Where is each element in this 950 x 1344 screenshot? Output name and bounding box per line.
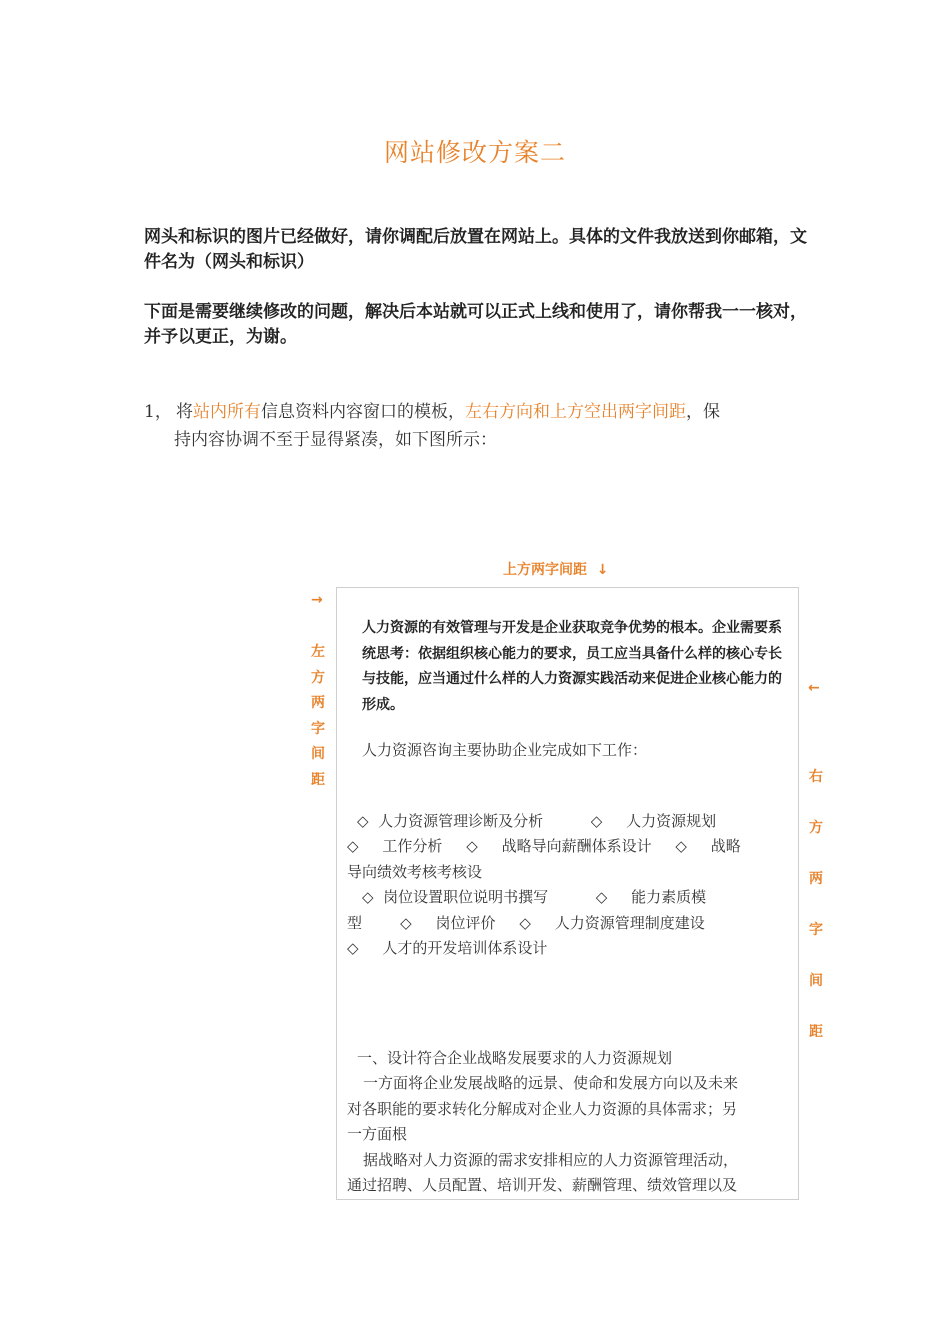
service-list-line-1: ◇ 人力资源管理诊断及分析 ◇ 人力资源规划: [357, 811, 717, 830]
section-one-line-1: 一方面将企业发展战略的远景、使命和发展方向以及未来: [363, 1074, 739, 1092]
right-label-char: 距: [809, 1024, 823, 1040]
service-list-line-2: ◇ 工作分析 ◇ 战略导向薪酬体系设计 ◇ 战略: [347, 837, 741, 855]
left-arrow-icon: ←: [808, 680, 820, 696]
left-spacing-label: [308, 640, 328, 793]
box-bold-paragraph: 人力资源的有效管理与开发是企业获取竞争优势的根本。企业需要系统思考：依据组织核心能力的要求，员工应当具备什么样的核心专长与技能，应当通过什么样的人力资源实践活动来促进企业核心能力的形成。: [362, 620, 782, 713]
right-label-char: 两: [809, 871, 823, 887]
top-spacing-label: [503, 559, 608, 579]
service-list-line-3: 导向绩效考核考核设: [347, 862, 483, 881]
right-spacing-label: [806, 752, 826, 1058]
document-title: 网站修改方案二: [383, 138, 566, 167]
right-label-char: 字: [809, 922, 823, 938]
down-arrow-icon: ↓: [596, 562, 609, 578]
section-one-title: 一、设计符合企业战略发展要求的人力资源规划: [357, 1048, 673, 1067]
request-paragraph: 下面是需要继续修改的问题，解决后本站就可以正式上线和使用了，请你帮我一一核对，并予以更正，为谢。: [144, 302, 807, 347]
box-intro-text: 人力资源咨询主要协助企业完成如下工作：: [362, 741, 648, 759]
section-one: [347, 1046, 793, 1199]
top-spacing-text: 上方两字间距: [503, 562, 587, 578]
item-text-mid: 信息资料内容窗口的模板，: [261, 402, 465, 422]
left-label-char: 方: [311, 669, 325, 686]
service-list: [347, 809, 793, 962]
item-text-post: ，保: [686, 402, 720, 422]
list-item-1-line-2: 持内容协调不至于显得紧凑，如下图所示：: [174, 430, 497, 450]
section-one-line-5: 通过招聘、人员配置、培训开发、薪酬管理、绩效管理以及: [347, 1176, 738, 1194]
section-one-line-2: 对各职能的要求转化分解成对企业人力资源的具体需求；另: [347, 1099, 738, 1118]
left-label-char: 左: [311, 644, 325, 660]
left-label-char: 两: [311, 695, 325, 711]
list-item-1: [144, 398, 814, 454]
right-arrow-icon: →: [311, 592, 323, 608]
right-label-char: 方: [809, 820, 823, 836]
left-label-char: 距: [311, 771, 325, 788]
content-window-box: [336, 587, 799, 1200]
service-list-line-6: ◇ 人才的开发培训体系设计: [347, 939, 548, 957]
right-label-char: 间: [809, 973, 823, 989]
list-item-number: 1，: [144, 402, 172, 422]
highlight-spacing: 左右方向和上方空出两字间距: [465, 402, 686, 422]
item-text-pre: 将: [176, 402, 193, 422]
section-one-line-4: 据战略对人力资源的需求安排相应的人力资源管理活动，: [363, 1150, 739, 1169]
left-label-char: 间: [311, 746, 325, 762]
intro-paragraph: 网头和标识的图片已经做好，请你调配后放置在网站上。具体的文件我放送到你邮箱，文件名为（网头和标识）: [144, 227, 807, 272]
highlight-all-site: 站内所有: [193, 402, 261, 422]
service-list-line-5: 型 ◇ 岗位评价 ◇ 人力资源管理制度建设: [347, 913, 705, 932]
right-label-char: 右: [809, 769, 823, 785]
section-one-line-3: 一方面根: [347, 1125, 408, 1143]
service-list-line-4: ◇ 岗位设置职位说明书撰写 ◇ 能力素质模: [362, 888, 707, 906]
left-label-char: 字: [311, 720, 325, 737]
list-item-1-line-1: [144, 398, 814, 426]
